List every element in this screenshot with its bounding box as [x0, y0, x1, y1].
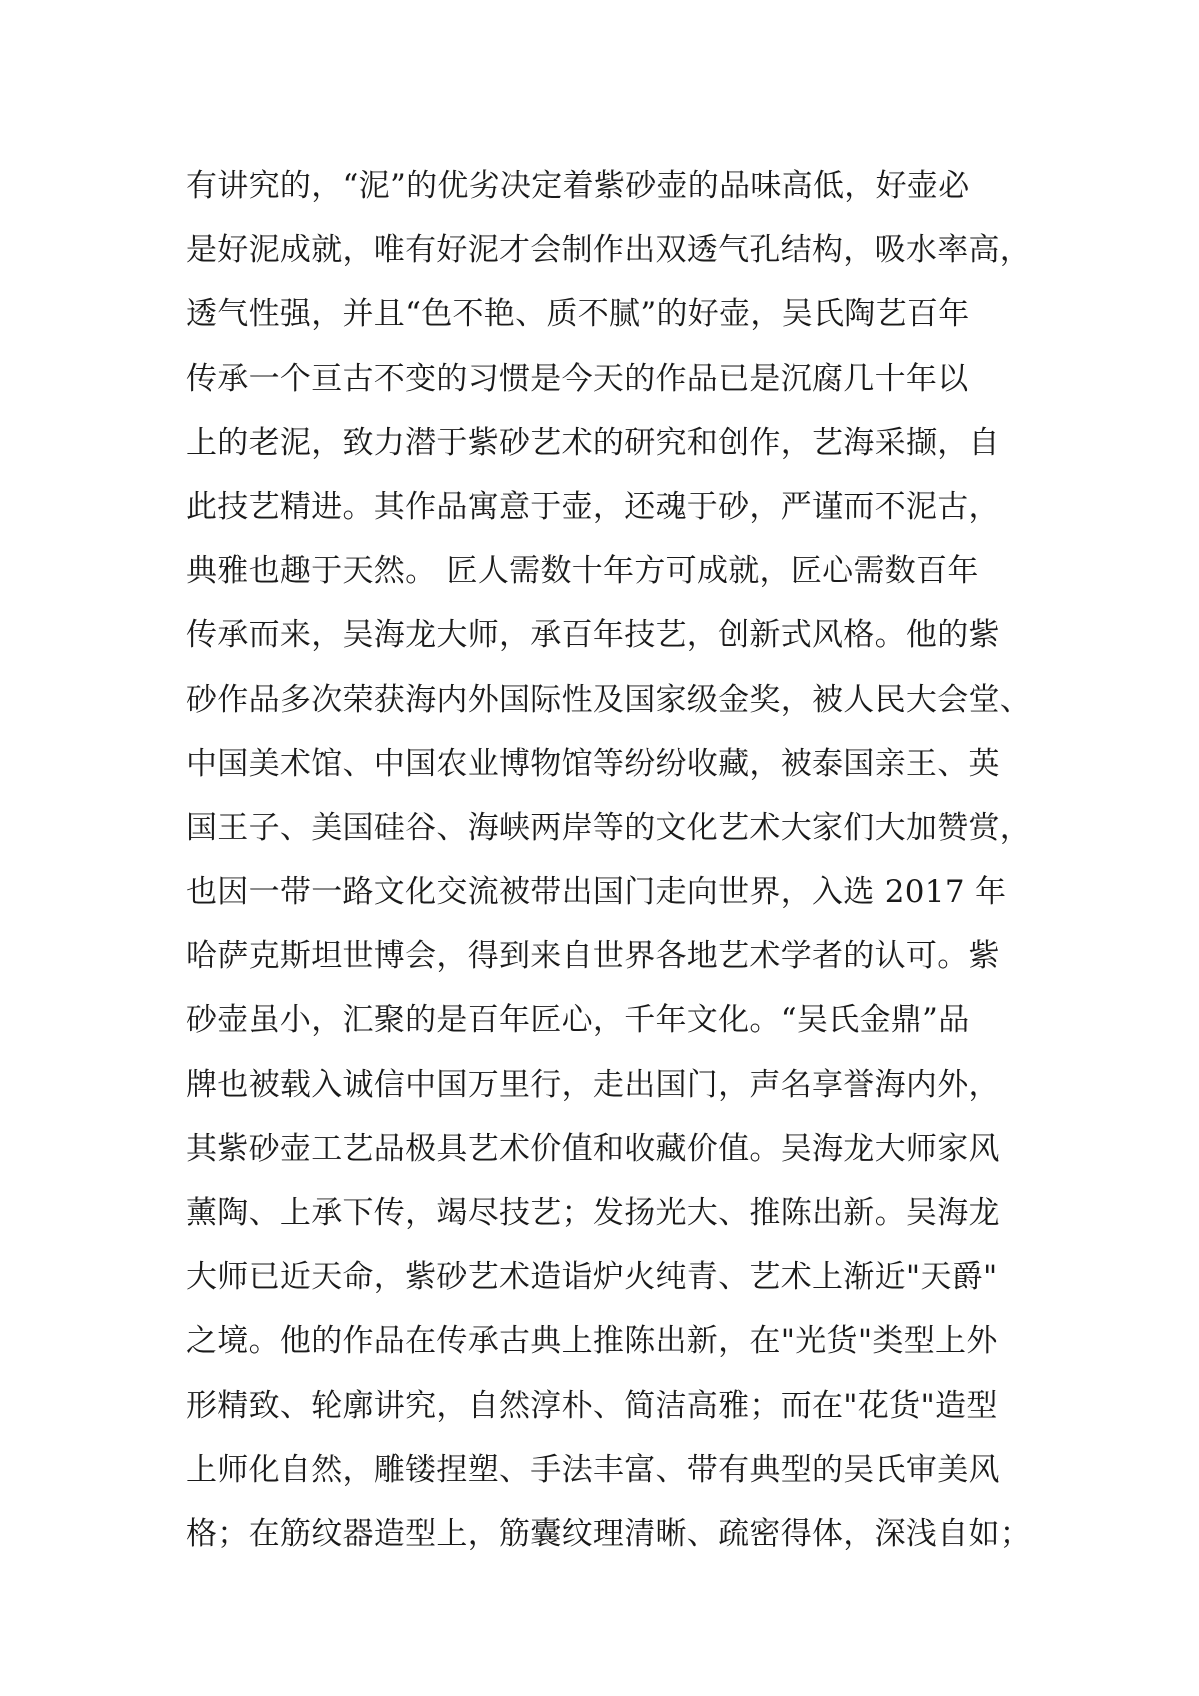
- text-line: 也因一带一路文化交流被带出国门走向世界，入选 2017 年: [186, 874, 1007, 911]
- text-line: 之境。他的作品在传承古典上推陈出新，在"光货"类型上外: [186, 1323, 998, 1360]
- text-line: 哈萨克斯坦世博会，得到来自世界各地艺术学者的认可。紫: [186, 938, 1000, 975]
- text-line: 中国美术馆、中国农业博物馆等纷纷收藏，被泰国亲王、英: [186, 745, 1000, 782]
- text-line: 有讲究的，“泥”的优劣决定着紫砂壶的品味高低，好壶必: [186, 168, 970, 204]
- text-line: 此技艺精进。其作品寓意于壶，还魂于砂，严谨而不泥古，: [186, 488, 1000, 525]
- text-line: 传承一个亘古不变的习惯是今天的作品已是沉腐几十年以: [186, 360, 969, 397]
- text-line: 上师化自然，雕镂捏塑、手法丰富、带有典型的吴氏审美风: [186, 1451, 1000, 1488]
- text-line: 大师已近天命，紫砂艺术造诣炉火纯青、艺术上渐近"天爵": [186, 1259, 998, 1296]
- text-line: 透气性强，并且“色不艳、质不腻”的好壶，吴氏陶艺百年: [186, 296, 970, 333]
- text-line: 砂作品多次荣获海内外国际性及国家级金奖，被人民大会堂、: [186, 681, 1032, 718]
- text-line: 砂壶虽小，汇聚的是百年匠心，千年文化。“吴氏金鼎”品: [186, 1002, 970, 1039]
- text-line: 典雅也趣于天然。 匠人需数十年方可成就，匠心需数百年: [186, 553, 979, 590]
- text-line: 国王子、美国硅谷、海峡两岸等的文化艺术大家们大加赞赏，: [186, 809, 1032, 846]
- text-line: 上的老泥，致力潜于紫砂艺术的研究和创作，艺海采撷，自: [186, 424, 1000, 461]
- text-line: 格；在筋纹器造型上，筋囊纹理清晰、疏密得体，深浅自如；: [186, 1515, 1032, 1552]
- text-line: 传承而来，吴海龙大师，承百年技艺，创新式风格。他的紫: [186, 617, 1000, 654]
- text-line: 薰陶、上承下传，竭尽技艺；发扬光大、推陈出新。吴海龙: [186, 1195, 1000, 1231]
- text-line: 是好泥成就，唯有好泥才会制作出双透气孔结构，吸水率高，: [186, 232, 1032, 269]
- text-line: 其紫砂壶工艺品极具艺术价值和收藏价值。吴海龙大师家风: [186, 1130, 1000, 1167]
- text-line: 牌也被载入诚信中国万里行，走出国门，声名享誉海内外，: [186, 1066, 1000, 1103]
- body-text: [186, 154, 1086, 1566]
- text-line: 形精致、轮廓讲究，自然淳朴、简洁高雅；而在"花货"造型: [186, 1387, 998, 1424]
